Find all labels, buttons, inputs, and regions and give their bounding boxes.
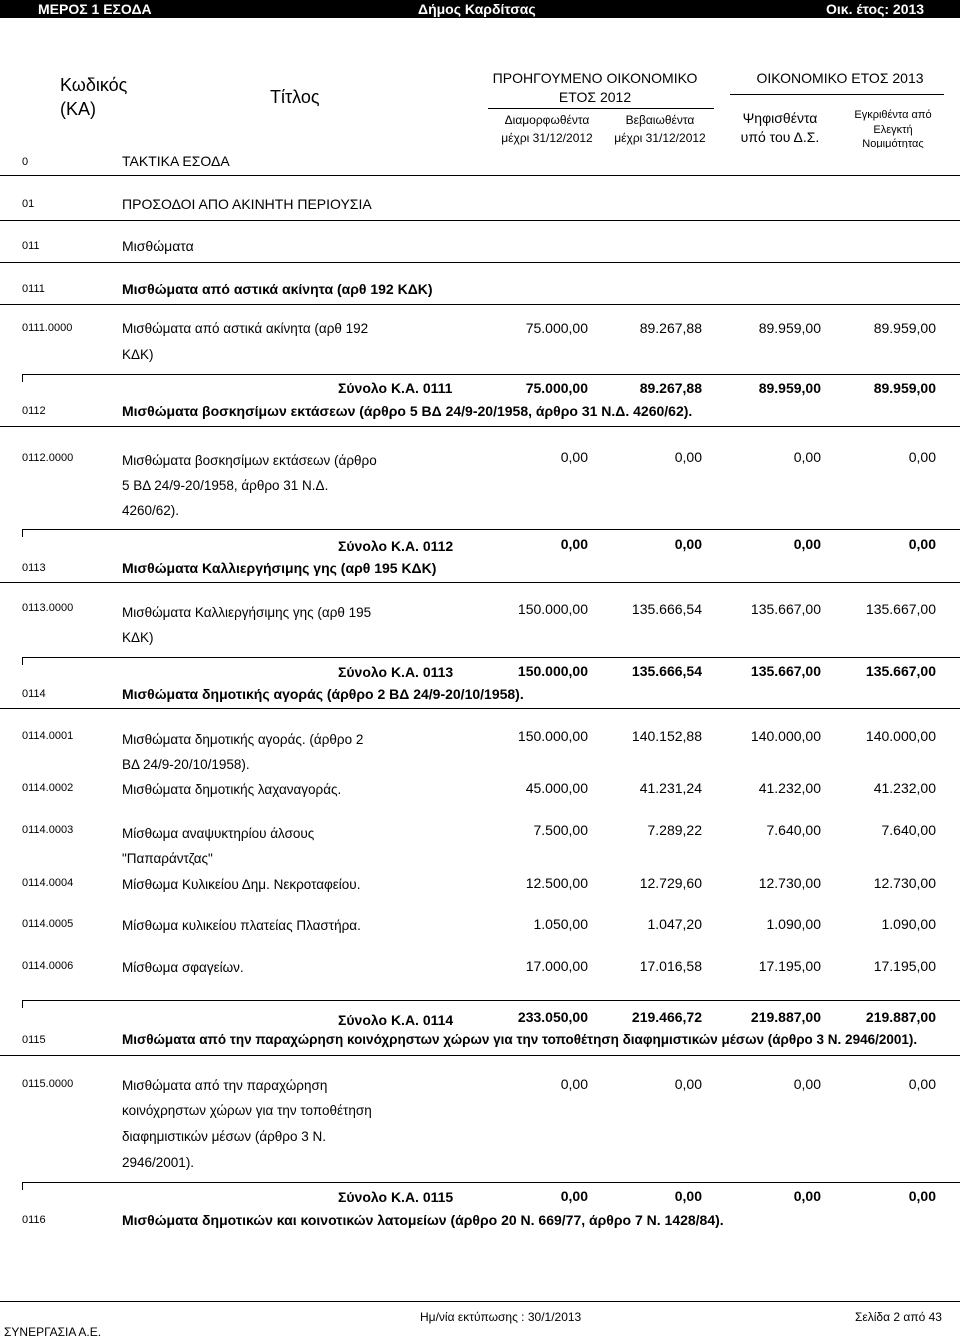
header-formed-l2: μέχρι 31/12/2012 [501, 131, 593, 145]
row-title-l2: 5 ΒΔ 24/9-20/1958, άρθρο 31 Ν.Δ. [122, 478, 329, 493]
row-title-l1: Μισθώματα δημοτικής αγοράς. (άρθρο 2 [122, 732, 364, 747]
header-prev-year-l2: ΕΤΟΣ 2012 [558, 89, 632, 105]
total-voted: 135.667,00 [750, 663, 821, 679]
value-formed: 150.000,00 [517, 728, 588, 744]
value-voted: 7.640,00 [766, 822, 821, 838]
header-prev-year-l1: ΠΡΟΗΓΟΥΜΕΝΟ ΟΙΚΟΝΟΜΙΚΟ [492, 70, 698, 86]
header-certified-l2: μέχρι 31/12/2012 [614, 131, 706, 145]
total-formed: 233.050,00 [517, 1009, 588, 1025]
header-approved-l1: Εγκριθέντα από [854, 109, 932, 121]
value-formed: 0,00 [560, 1076, 588, 1092]
row-code: 0113.0000 [22, 602, 74, 614]
section-code: 0111 [22, 283, 45, 295]
value-approved: 12.730,00 [873, 875, 936, 891]
section-code: 0112 [22, 405, 46, 417]
total-formed: 0,00 [560, 1188, 588, 1204]
total-label: Σύνολο Κ.Α. 0114 [338, 1012, 454, 1028]
value-certified: 89.267,88 [639, 320, 702, 336]
row-title-l1: Μισθώματα βοσκησίμων εκτάσεων (άρθρο [122, 453, 377, 468]
row-title-l1: Μισθώματα από την παραχώρηση [122, 1078, 328, 1093]
section-title: ΠΡΟΣΟΔΟΙ ΑΠΟ ΑΚΙΝΗΤΗ ΠΕΡΙΟΥΣΙΑ [122, 196, 372, 212]
divider [0, 1055, 960, 1056]
total-tick [22, 374, 23, 382]
total-approved: 135.667,00 [865, 663, 936, 679]
row-title-l4: 2946/2001). [122, 1155, 195, 1170]
value-formed: 45.000,00 [525, 780, 588, 796]
row-title-l1: Μίσθωμα κυλικείου πλατείας Πλαστήρα. [122, 918, 361, 933]
value-formed: 1.050,00 [533, 916, 588, 932]
section-code: 0116 [22, 1214, 46, 1226]
value-approved: 17.195,00 [873, 958, 936, 974]
section-title: Μισθώματα δημοτικών και κοινοτικών λατομείων (άρθρο 20 Ν. 669/77, άρθρο 7 Ν. 1428/84). [122, 1212, 724, 1228]
row-title-l1: Μίσθωμα σφαγείων. [122, 960, 244, 975]
divider [0, 582, 960, 583]
top-bar [0, 0, 960, 18]
section-title: ΤΑΚΤΙΚΑ ΕΣΟΔΑ [122, 153, 230, 169]
footer-print-date: Ημ/νία εκτύπωσης : 30/1/2013 [420, 1310, 582, 1324]
value-certified: 0,00 [674, 449, 702, 465]
section-title: Μισθώματα από αστικά ακίνητα (αρθ 192 ΚΔΚ) [122, 281, 433, 297]
total-approved: 0,00 [908, 1188, 936, 1204]
footer-page-number: Σελίδα 2 από 43 [855, 1310, 942, 1324]
row-title-l1: Μισθώματα δημοτικής λαχαναγοράς. [122, 782, 342, 797]
value-voted: 17.195,00 [758, 958, 821, 974]
value-voted: 1.090,00 [766, 916, 821, 932]
total-certified: 0,00 [674, 536, 702, 552]
total-line [22, 1182, 960, 1183]
row-title-l2: ΒΔ 24/9-20/10/1958). [122, 757, 250, 772]
total-formed: 75.000,00 [525, 380, 588, 396]
total-voted: 219.887,00 [750, 1009, 821, 1025]
total-certified: 89.267,88 [639, 380, 702, 396]
value-formed: 12.500,00 [525, 875, 588, 891]
value-voted: 140.000,00 [750, 728, 821, 744]
value-formed: 17.000,00 [525, 958, 588, 974]
divider [0, 304, 960, 305]
total-approved: 219.887,00 [865, 1009, 936, 1025]
header-approved-l3: Νομιμότητας [862, 138, 924, 148]
header-voted-l1: Ψηφισθέντα [742, 110, 818, 126]
value-formed: 150.000,00 [517, 601, 588, 617]
value-certified: 12.729,60 [639, 875, 702, 891]
row-title-l1: Μίσθωμα Κυλικείου Δημ. Νεκροταφείου. [122, 877, 361, 892]
value-voted: 135.667,00 [750, 601, 821, 617]
value-certified: 17.016,58 [639, 958, 702, 974]
section-code: 0 [22, 156, 29, 168]
header-cur-year: ΟΙΚΟΝΟΜΙΚΟ ΕΤΟΣ 2013 [756, 70, 924, 86]
value-certified: 0,00 [674, 1076, 702, 1092]
section-title: Μισθώματα βοσκησίμων εκτάσεων (άρθρο 5 ΒΔ 24/9-20/1958, άρθρο 31 Ν.Δ. 4260/62). [122, 403, 693, 419]
total-certified: 219.466,72 [631, 1009, 702, 1025]
value-approved: 140.000,00 [865, 728, 936, 744]
divider [0, 220, 960, 221]
section-code: 0114 [22, 688, 46, 700]
header-prev-underline [488, 108, 714, 109]
row-code: 0112.0000 [22, 452, 74, 464]
value-formed: 75.000,00 [525, 320, 588, 336]
header-formed-l1: Διαμορφωθέντα [504, 113, 590, 127]
total-formed: 0,00 [560, 536, 588, 552]
total-tick [22, 657, 23, 665]
header-approved-l2: Ελεγκτή [873, 124, 913, 136]
row-title-l1: Μισθώματα Καλλιεργήσιμης γης (αρθ 195 [122, 605, 372, 620]
header-certified-l1: Βεβαιωθέντα [625, 113, 695, 127]
value-approved: 135.667,00 [865, 601, 936, 617]
row-title-l3: διαφημιστικών μέσων (άρθρο 3 Ν. [122, 1129, 327, 1144]
total-voted: 89.959,00 [758, 380, 821, 396]
total-label: Σύνολο Κ.Α. 0113 [338, 664, 454, 680]
section-title: Μισθώματα Καλλιεργήσιμης γης (αρθ 195 ΚΔΚ) [122, 560, 437, 576]
total-voted: 0,00 [793, 536, 821, 552]
municipality-name: Δήμος Καρδίτσας [418, 1, 536, 17]
row-title-l2: ΚΔΚ) [122, 347, 154, 362]
header-approved-clip [838, 124, 948, 148]
section-code: 01 [22, 198, 35, 210]
total-tick [22, 529, 23, 537]
total-voted: 0,00 [793, 1188, 821, 1204]
value-formed: 0,00 [560, 449, 588, 465]
total-label: Σύνολο Κ.Α. 0115 [338, 1189, 454, 1205]
header-title: Τίτλος [270, 87, 320, 107]
header-voted-l2: υπό του Δ.Σ. [740, 129, 820, 145]
row-title-l2: "Παπαράντζας" [122, 851, 213, 866]
value-approved: 89.959,00 [873, 320, 936, 336]
total-certified: 0,00 [674, 1188, 702, 1204]
total-approved: 89.959,00 [873, 380, 936, 396]
part-title: ΜΕΡΟΣ 1 ΕΣΟΔΑ [38, 1, 152, 17]
value-approved: 0,00 [908, 1076, 936, 1092]
total-line [22, 1000, 960, 1001]
value-approved: 0,00 [908, 449, 936, 465]
value-certified: 41.231,24 [639, 780, 702, 796]
total-tick [22, 1000, 23, 1008]
value-voted: 89.959,00 [758, 320, 821, 336]
total-label: Σύνολο Κ.Α. 0112 [338, 538, 454, 554]
total-formed: 150.000,00 [517, 663, 588, 679]
total-label: Σύνολο Κ.Α. 0111 [338, 380, 453, 396]
row-code: 0111.0000 [22, 322, 73, 334]
header-code-l1: Κωδικός [60, 75, 128, 95]
value-voted: 41.232,00 [758, 780, 821, 796]
row-title-l2: ΚΔΚ) [122, 630, 154, 645]
footer-line [0, 1301, 960, 1302]
value-voted: 0,00 [793, 449, 821, 465]
row-code: 0114.0005 [22, 918, 74, 930]
total-tick [22, 1182, 23, 1190]
section-code: 0113 [22, 562, 46, 574]
row-title-l1: Μισθώματα από αστικά ακίνητα (αρθ 192 [122, 321, 369, 336]
row-code: 0114.0002 [22, 782, 74, 794]
value-approved: 7.640,00 [881, 822, 936, 838]
value-certified: 1.047,20 [647, 916, 702, 932]
header-cur-underline [730, 94, 944, 95]
divider [0, 175, 960, 176]
row-title-l3: 4260/62). [122, 503, 180, 518]
total-line [22, 374, 960, 375]
section-code: 0115 [22, 1034, 46, 1046]
section-title: Μισθώματα δημοτικής αγοράς (άρθρο 2 ΒΔ 24/9-20/10/1958). [122, 686, 524, 702]
row-code: 0115.0000 [22, 1078, 74, 1090]
value-certified: 135.666,54 [631, 601, 702, 617]
divider [0, 426, 960, 427]
total-certified: 135.666,54 [631, 663, 702, 679]
section-code: 011 [22, 240, 40, 252]
divider [0, 708, 960, 709]
value-voted: 0,00 [793, 1076, 821, 1092]
total-line [22, 657, 960, 658]
header-code-l2: (ΚΑ) [60, 99, 96, 119]
value-formed: 7.500,00 [533, 822, 588, 838]
row-code: 0114.0003 [22, 824, 74, 836]
section-title: Μισθώματα από την παραχώρηση κοινόχρηστων χώρων για την τοποθέτηση διαφημιστικών μέσων (άρθρο 3 Ν. 2946/2001). [122, 1032, 918, 1047]
row-code: 0114.0004 [22, 877, 74, 889]
row-code: 0114.0006 [22, 960, 74, 972]
fiscal-year: Οικ. έτος: 2013 [826, 1, 925, 17]
value-certified: 7.289,22 [647, 822, 702, 838]
row-title-l1: Μίσθωμα αναψυκτηρίου άλσους [122, 826, 315, 841]
footer-company: ΣΥΝΕΡΓΑΣΙΑ Α.Ε. [4, 1325, 102, 1339]
value-certified: 140.152,88 [631, 728, 702, 744]
row-title-l2: κοινόχρηστων χώρων για την τοποθέτηση [122, 1103, 372, 1118]
section-title: Μισθώματα [122, 238, 194, 254]
divider [0, 262, 960, 263]
value-approved: 41.232,00 [873, 780, 936, 796]
value-voted: 12.730,00 [758, 875, 821, 891]
total-approved: 0,00 [908, 536, 936, 552]
value-approved: 1.090,00 [881, 916, 936, 932]
total-line [22, 529, 960, 530]
row-code: 0114.0001 [22, 730, 74, 742]
